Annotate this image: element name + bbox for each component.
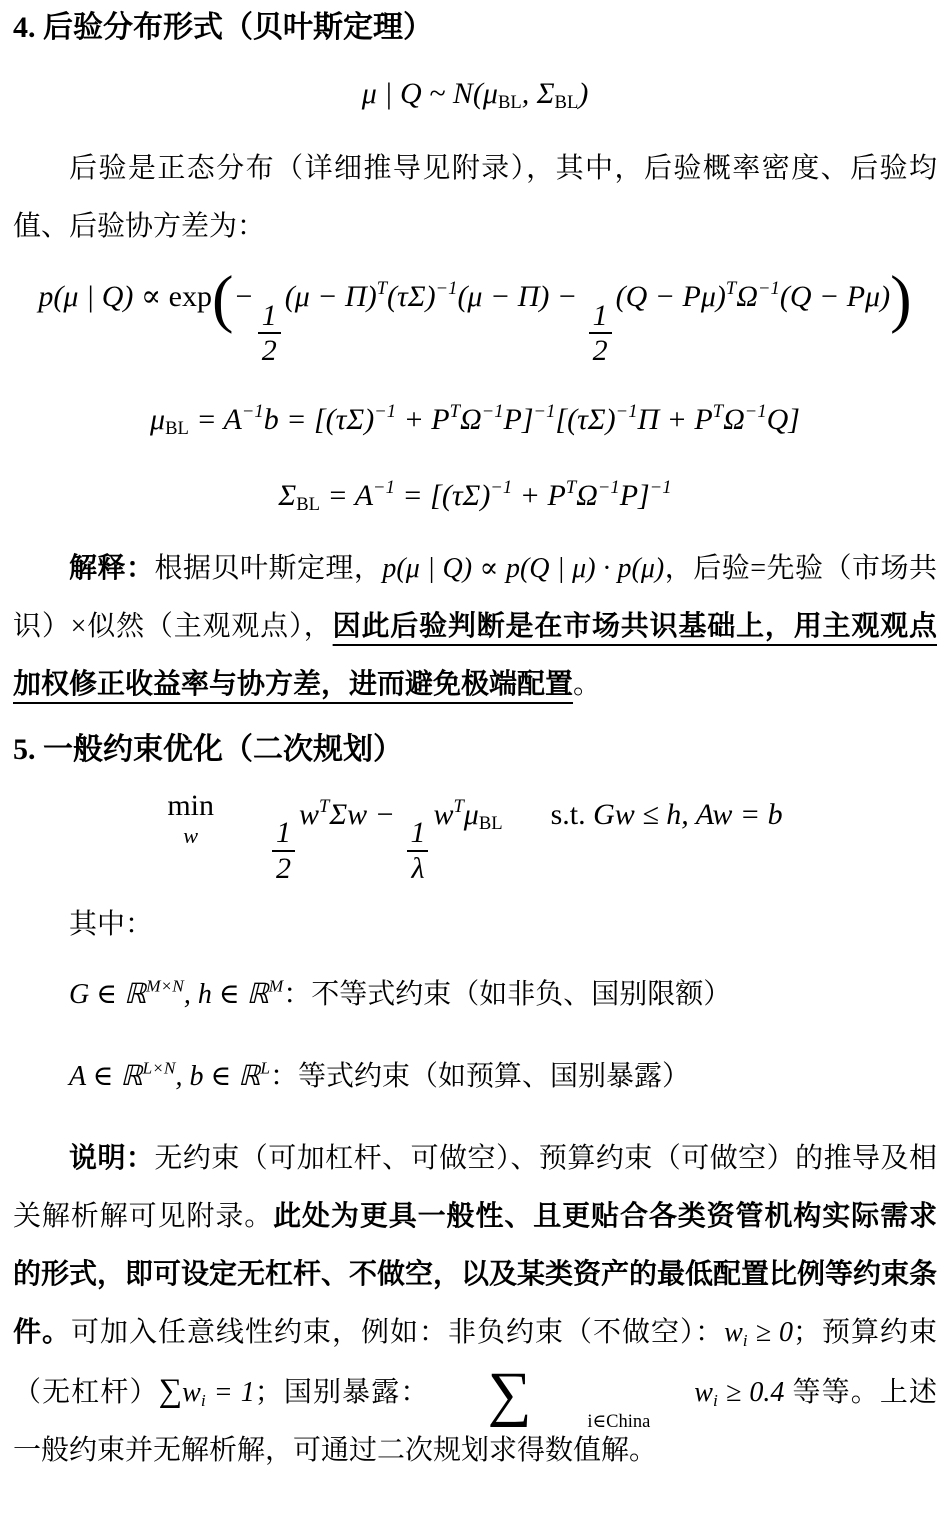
math-run: Σw − — [329, 797, 403, 831]
math-run: (Q − Pμ) — [779, 280, 891, 313]
math-run: + P — [512, 478, 566, 512]
text-run: 根据贝叶斯定理， — [154, 552, 383, 584]
math-run: = A — [320, 478, 374, 512]
superscript: M×N — [146, 976, 184, 996]
bold-run: 说明： — [69, 1142, 155, 1174]
text-run: ，后验=先验（市场共识）×似然（主观观点）， — [13, 552, 937, 642]
fraction — [258, 299, 281, 368]
formula-posterior-density — [13, 263, 937, 368]
numerator: 1 — [261, 298, 277, 332]
denominator: 2 — [589, 332, 612, 368]
math-run: Ω — [723, 402, 745, 436]
superscript: −1 — [649, 476, 672, 498]
formula-posterior-covariance — [13, 474, 937, 518]
subscript: i — [712, 1390, 718, 1410]
subscript: i — [200, 1390, 206, 1410]
subscript: BL — [554, 92, 579, 114]
math-roman: exp — [168, 280, 212, 313]
math-run: μ — [150, 402, 166, 436]
superscript: −1 — [373, 476, 395, 498]
math-run: Π + P — [637, 402, 713, 436]
big-sum-operator — [431, 1359, 651, 1431]
superscript: T — [712, 400, 724, 422]
bold-underline-run: 因此后验判断是在市场共识基础上，用主观观点加权修正收益率与协方差，进而避免极端配置 — [13, 610, 937, 700]
denominator: 2 — [272, 850, 295, 886]
math-run: Σ — [278, 478, 297, 512]
fraction — [589, 299, 612, 368]
superscript: M — [268, 976, 284, 996]
math-run: (μ − Π) — [284, 280, 377, 313]
math-run: w — [724, 1316, 743, 1348]
math-run: w — [298, 797, 319, 831]
superscript: −1 — [757, 277, 780, 299]
math-run: Ω — [576, 478, 598, 512]
denominator: λ — [407, 850, 428, 886]
math-run: μ | Q ~ N(μ — [361, 77, 498, 110]
text-run: 。 — [573, 668, 602, 700]
fraction — [272, 816, 295, 885]
math-run: ≥ 0 — [747, 1316, 793, 1348]
text-run: 等等。上述一般约束并无解析解，可通过二次规划求得数值解。 — [13, 1376, 937, 1466]
section-4-heading: 4. 后验分布形式（贝叶斯定理） — [13, 11, 433, 44]
math-run: ) — [578, 77, 589, 110]
subscript: i — [742, 1330, 748, 1350]
superscript: −1 — [374, 400, 397, 422]
math-run: = [(τΣ) — [394, 478, 491, 512]
paragraph-explanation — [13, 540, 937, 714]
subscript: BL — [165, 417, 189, 439]
math-run: μ — [463, 797, 479, 831]
superscript: T — [565, 476, 577, 498]
superscript: T — [319, 795, 330, 817]
superscript: −1 — [435, 277, 458, 299]
math-run: − — [233, 280, 254, 313]
math-run: Ω — [459, 402, 482, 436]
min-under: w — [183, 822, 199, 848]
sum-under: i∈China — [587, 1410, 651, 1431]
superscript: −1 — [615, 400, 638, 422]
math-run: p(μ | Q) ∝ — [38, 280, 169, 313]
math-run: [(τΣ) — [555, 402, 616, 436]
subscript: BL — [296, 493, 321, 515]
subscript: BL — [478, 812, 503, 834]
math-run: ≥ 0.4 — [717, 1376, 785, 1408]
subscript: BL — [497, 92, 522, 114]
text-run: 后验是正态分布（详细推导见附录），其中，后验概率密度、后验均值、后验协方差为： — [13, 153, 937, 242]
sigma-glyph: ∑ — [487, 1359, 532, 1428]
numerator: 1 — [410, 816, 426, 850]
math-run: b = [(τΣ) — [263, 402, 375, 436]
math-run: w — [694, 1376, 713, 1408]
superscript: −1 — [490, 476, 513, 498]
paragraph-note — [13, 1130, 937, 1480]
numerator: 1 — [275, 816, 291, 850]
math-run: = 1 — [205, 1376, 255, 1408]
superscript: −1 — [241, 400, 264, 422]
math-run: p(μ | Q) ∝ p(Q | μ) · p(μ) — [382, 552, 665, 584]
math-run: P] — [503, 402, 534, 436]
inline-math — [429, 1359, 785, 1431]
superscript: −1 — [744, 400, 767, 422]
superscript: T — [453, 795, 464, 817]
inline-math — [69, 976, 284, 1010]
superscript: −1 — [533, 400, 556, 422]
big-delimiter: ( — [212, 263, 234, 335]
math-roman: s.t. — [550, 797, 594, 831]
math-run: (Q − Pμ) — [615, 280, 726, 313]
numerator: 1 — [592, 298, 608, 332]
math-run: = A — [188, 402, 242, 436]
superscript: −1 — [597, 476, 620, 498]
bold-run: 解释： — [69, 552, 155, 584]
math-run: , b ∈ ℝ — [175, 1060, 261, 1092]
math-run: G ∈ ℝ — [69, 978, 147, 1010]
where-label: 其中： — [69, 908, 154, 940]
math-run: Ω — [736, 280, 758, 313]
inline-math — [69, 1058, 271, 1092]
text-run: 无约束（可加杠杆、可做空）、预算约束（可做空）的推导及相关解析解可见附录。 — [13, 1142, 937, 1232]
math-run: (μ − Π) − — [457, 280, 585, 313]
math-run: P] — [619, 478, 650, 512]
inline-math — [158, 1372, 255, 1410]
superscript: T — [376, 277, 388, 299]
section-5-heading: 5. 一般约束优化（二次规划） — [13, 732, 403, 766]
sum-operator: ∑ — [158, 1372, 183, 1409]
bold-run: 此处为更具一般性、且更贴合各类资管机构实际需求的形式，即可设定无杠杆、不做空，以及某类资产的最低配置比例等约束条件。 — [13, 1200, 938, 1348]
fraction — [406, 816, 429, 885]
text-run: 可加入任意线性约束，例如：非负约束（不做空）： — [71, 1316, 725, 1348]
superscript: T — [725, 277, 737, 299]
text-run: ；国别暴露： — [254, 1376, 430, 1408]
math-run: w — [433, 797, 454, 831]
inline-math — [382, 553, 664, 584]
text-run: ；预算约束（无杠杆） — [13, 1316, 937, 1408]
math-run: Gw ≤ h, Aw = b — [593, 797, 783, 831]
formula-quadratic-program — [13, 788, 937, 886]
denominator: 2 — [258, 332, 281, 368]
min-operator — [167, 790, 214, 847]
text-run: ：等式约束（如预算、国别暴露） — [270, 1060, 691, 1092]
formula-posterior-mean — [13, 398, 937, 442]
inline-math — [724, 1317, 793, 1348]
text-run: ：不等式约束（如非负、国别限额） — [283, 978, 732, 1010]
math-run: , h ∈ ℝ — [183, 978, 269, 1010]
superscript: L×N — [142, 1058, 176, 1078]
paragraph-posterior-intro — [13, 140, 937, 256]
superscript: T — [449, 400, 460, 422]
superscript: L — [260, 1058, 271, 1078]
math-run: w — [182, 1376, 201, 1408]
line-inequality-constraints — [13, 966, 937, 1024]
math-run: (τΣ) — [387, 280, 436, 313]
formula-posterior-distribution — [13, 72, 937, 116]
big-delimiter: ) — [890, 263, 912, 335]
math-run: A ∈ ℝ — [69, 1060, 143, 1092]
superscript: −1 — [481, 400, 504, 422]
math-run: , Σ — [521, 77, 555, 110]
math-run: Q] — [766, 402, 800, 436]
min-label: min — [167, 789, 214, 823]
math-run: + P — [396, 402, 450, 436]
line-equality-constraints — [13, 1048, 937, 1106]
